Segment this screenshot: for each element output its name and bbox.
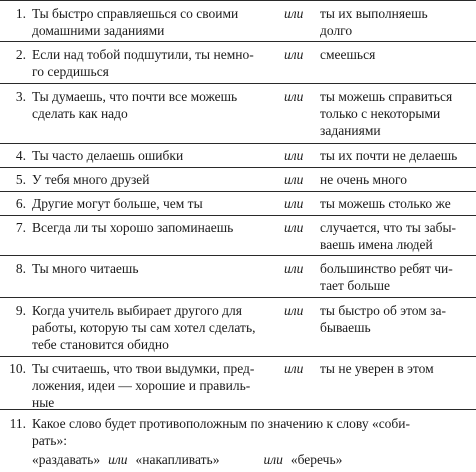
connector-ili: или (284, 303, 304, 318)
row-divider (0, 297, 476, 298)
row-number: 2. (15, 47, 26, 62)
connector-ili: или (284, 148, 304, 163)
row-divider (0, 167, 476, 168)
row-divider (0, 255, 476, 256)
connector-ili: или (284, 220, 304, 235)
statement: Когда учитель выбирает другого для работы, которую ты сам хотел сделать, тебе становится обидно (32, 303, 256, 352)
connector-ili: или (284, 172, 304, 187)
statement: Ты быстро справляешься со своими домашними заданиями (32, 6, 239, 38)
alternative: ты их выполняешь долго (320, 6, 428, 38)
alternative: ты их почти не делаешь (320, 148, 458, 163)
row-number: 1. (15, 6, 26, 21)
table-top-border (0, 0, 476, 1)
row-number: 10. (9, 361, 26, 376)
statement: Если над тобой подшутили, ты немно- го сердишься (32, 47, 254, 79)
row-divider (0, 143, 476, 144)
connector-ili: или (284, 196, 304, 211)
alternative: ты можешь столько же (320, 196, 451, 211)
connector-ili: или (284, 47, 304, 62)
connector-ili: или (284, 361, 304, 376)
row-number: 4. (15, 148, 26, 163)
answer-option: «раздавать» (32, 452, 101, 467)
answer-options (32, 451, 472, 468)
statement: Ты много читаешь (32, 261, 139, 276)
row-number: 6. (15, 196, 26, 211)
connector-ili: или (284, 89, 304, 104)
row-divider (0, 215, 476, 216)
row-number: 5. (15, 172, 26, 187)
alternative: случается, что ты забы- ваешь имена людей (320, 220, 457, 252)
alternative: ты не уверен в этом (320, 361, 434, 376)
row-number: 8. (15, 261, 26, 276)
statement: Ты считаешь, что твои выдумки, пред- ложения, идеи — хорошие и правиль- ные (32, 361, 255, 410)
connector-ili: или (284, 6, 304, 21)
alternative: большинство ребят чи- тает больше (320, 261, 453, 293)
alternative: ты можешь справиться только с некоторыми заданиями (320, 89, 453, 138)
answer-option: «накапливать» (135, 452, 220, 467)
statement: Другие могут больше, чем ты (32, 196, 203, 211)
statement: Ты часто делаешь ошибки (32, 148, 184, 163)
alternative: ты быстро об этом за- бываешь (320, 303, 446, 335)
row-number: 9. (15, 303, 26, 318)
row-divider (0, 356, 476, 357)
alternative: не очень много (320, 172, 407, 187)
connector-ili: или (263, 452, 283, 467)
row-number: 11. (9, 416, 26, 431)
connector-ili: или (108, 452, 128, 467)
statement: У тебя много друзей (32, 172, 150, 187)
statement: Всегда ли ты хорошо запоминаешь (32, 220, 234, 235)
alternative: смеешься (320, 47, 376, 62)
row-divider (0, 41, 476, 42)
statement: Ты думаешь, что почти все можешь сделать как надо (32, 89, 238, 121)
row-divider (0, 83, 476, 84)
row-divider (0, 191, 476, 192)
row-number: 7. (15, 220, 26, 235)
connector-ili: или (284, 261, 304, 276)
answer-option: «беречь» (290, 452, 343, 467)
row-number: 3. (15, 89, 26, 104)
question-text: Какое слово будет противоположным по значению к слову «соби- рать»: (32, 416, 411, 448)
